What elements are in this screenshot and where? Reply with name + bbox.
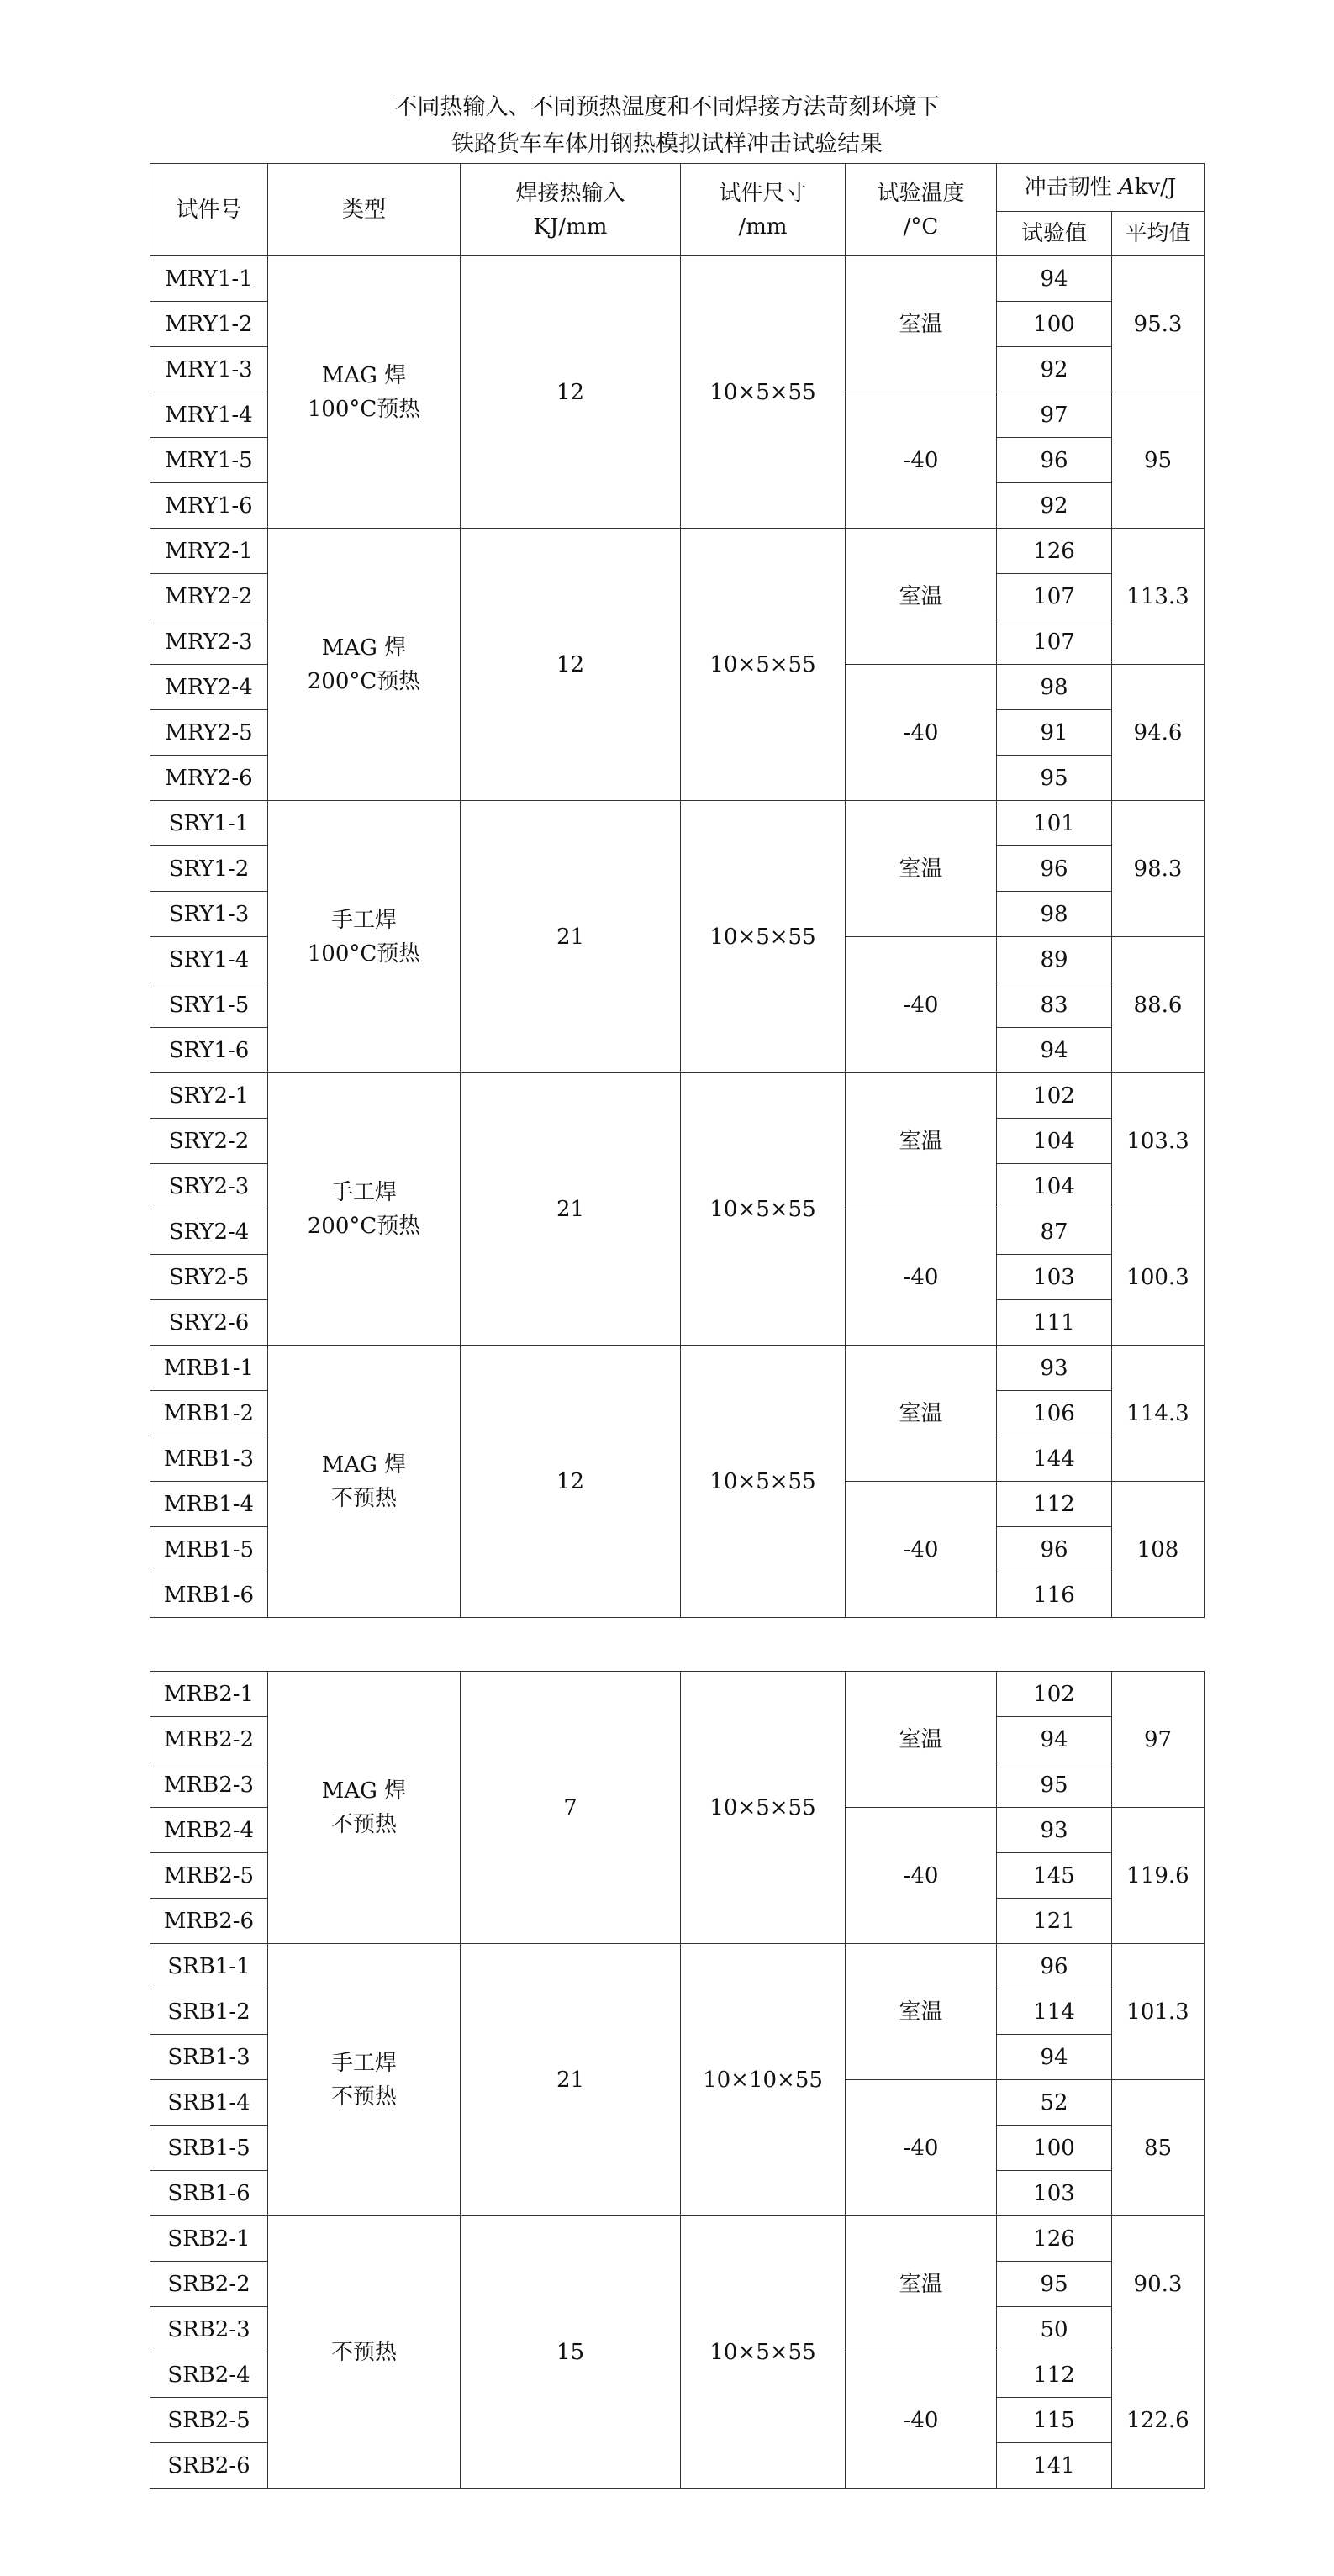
header-average: 平均值 <box>1112 212 1205 256</box>
specimen-id-cell: MRY2-5 <box>150 710 268 756</box>
table-row <box>150 1073 1205 1119</box>
specimen-id-cell: MRY1-5 <box>150 438 268 483</box>
specimen-id-cell: SRY2-5 <box>150 1255 268 1300</box>
heat-input-cell: 15 <box>461 2216 681 2489</box>
average-value-cell: 100.3 <box>1112 1209 1205 1346</box>
test-value-cell: 144 <box>997 1436 1112 1482</box>
specimen-id-cell: MRB2-3 <box>150 1762 268 1808</box>
test-value-cell: 87 <box>997 1209 1112 1255</box>
specimen-id-cell: MRB2-5 <box>150 1853 268 1899</box>
specimen-id-cell: SRY1-6 <box>150 1028 268 1073</box>
header-test-temperature <box>846 164 997 256</box>
document-title-line-1: 不同热输入、不同预热温度和不同焊接方法苛刻环境下 <box>394 94 940 120</box>
test-temperature-cell: 室温 <box>846 1073 997 1209</box>
weld-type-cell <box>268 1672 461 1944</box>
test-value-cell: 95 <box>997 756 1112 801</box>
average-value-cell: 88.6 <box>1112 937 1205 1073</box>
preheat-label: 100°C预热 <box>307 396 421 422</box>
average-value-cell: 97 <box>1112 1672 1205 1808</box>
test-value-cell: 98 <box>997 892 1112 937</box>
weld-type-cell <box>268 1346 461 1618</box>
test-value-cell: 114 <box>997 1989 1112 2035</box>
specimen-id-cell: MRY1-4 <box>150 392 268 438</box>
test-value-cell: 111 <box>997 1300 1112 1346</box>
test-value-cell: 126 <box>997 2216 1112 2262</box>
preheat-label: 200°C预热 <box>307 1213 421 1239</box>
test-value-cell: 102 <box>997 1073 1112 1119</box>
test-temperature-cell: -40 <box>846 937 997 1073</box>
weld-method-label: MAG 焊 <box>321 362 407 388</box>
test-value-cell: 96 <box>997 1944 1112 1989</box>
test-temperature-cell: -40 <box>846 1482 997 1618</box>
weld-method-label: MAG 焊 <box>321 635 407 661</box>
test-value-cell: 94 <box>997 1717 1112 1762</box>
test-value-cell: 97 <box>997 392 1112 438</box>
heat-input-cell: 12 <box>461 529 681 801</box>
test-value-cell: 92 <box>997 347 1112 392</box>
header-temp-unit: /°C <box>903 213 939 240</box>
weld-method-label: MAG 焊 <box>321 1451 407 1478</box>
test-value-cell: 83 <box>997 982 1112 1028</box>
specimen-id-cell: MRY1-6 <box>150 483 268 529</box>
heat-input-cell: 7 <box>461 1672 681 1944</box>
specimen-id-cell: SRY2-2 <box>150 1119 268 1164</box>
specimen-id-cell: SRY1-2 <box>150 846 268 892</box>
preheat-label: 不预热 <box>330 2083 397 2110</box>
test-temperature-cell: -40 <box>846 665 997 801</box>
specimen-id-cell: MRY2-3 <box>150 619 268 665</box>
test-temperature-cell: -40 <box>846 2352 997 2489</box>
specimen-id-cell: MRB1-5 <box>150 1527 268 1572</box>
test-value-cell: 104 <box>997 1164 1112 1209</box>
header-test-value: 试验值 <box>997 212 1112 256</box>
test-value-cell: 92 <box>997 483 1112 529</box>
specimen-id-cell: MRY2-2 <box>150 574 268 619</box>
test-value-cell: 101 <box>997 801 1112 846</box>
specimen-id-cell: MRB2-1 <box>150 1672 268 1717</box>
specimen-id-cell: MRB1-3 <box>150 1436 268 1482</box>
test-value-cell: 96 <box>997 438 1112 483</box>
average-value-cell: 122.6 <box>1112 2352 1205 2489</box>
heat-input-cell: 21 <box>461 1944 681 2216</box>
test-value-cell: 95 <box>997 2262 1112 2307</box>
table-row <box>150 256 1205 302</box>
specimen-id-cell: MRB2-4 <box>150 1808 268 1853</box>
test-temperature-cell: -40 <box>846 1808 997 1944</box>
header-specimen-id: 试件号 <box>150 164 268 256</box>
specimen-id-cell: MRY1-1 <box>150 256 268 302</box>
specimen-id-cell: SRY2-3 <box>150 1164 268 1209</box>
test-value-cell: 107 <box>997 574 1112 619</box>
test-value-cell: 89 <box>997 937 1112 982</box>
specimen-id-cell: MRB1-1 <box>150 1346 268 1391</box>
specimen-id-cell: SRY1-3 <box>150 892 268 937</box>
average-value-cell: 119.6 <box>1112 1808 1205 1944</box>
preheat-label: 不预热 <box>330 1811 397 1837</box>
specimen-id-cell: SRB1-6 <box>150 2171 268 2216</box>
specimen-id-cell: SRB1-5 <box>150 2126 268 2171</box>
test-value-cell: 91 <box>997 710 1112 756</box>
test-value-cell: 52 <box>997 2080 1112 2126</box>
impact-test-table-part-1 <box>150 163 1205 1618</box>
test-value-cell: 100 <box>997 302 1112 347</box>
weld-type-cell <box>268 1073 461 1346</box>
test-value-cell: 102 <box>997 1672 1112 1717</box>
table-row <box>150 1672 1205 1717</box>
average-value-cell: 114.3 <box>1112 1346 1205 1482</box>
weld-method-label: MAG 焊 <box>321 1778 407 1804</box>
average-value-cell: 113.3 <box>1112 529 1205 665</box>
test-value-cell: 93 <box>997 1808 1112 1853</box>
test-value-cell: 141 <box>997 2443 1112 2489</box>
test-temperature-cell: -40 <box>846 1209 997 1346</box>
test-value-cell: 100 <box>997 2126 1112 2171</box>
test-value-cell: 95 <box>997 1762 1112 1808</box>
test-value-cell: 94 <box>997 2035 1112 2080</box>
specimen-id-cell: SRY1-4 <box>150 937 268 982</box>
test-value-cell: 50 <box>997 2307 1112 2352</box>
weld-type-cell <box>268 256 461 529</box>
test-temperature-cell: 室温 <box>846 256 997 392</box>
specimen-id-cell: SRB2-1 <box>150 2216 268 2262</box>
header-temp-label: 试验温度 <box>877 180 965 206</box>
weld-method-label: 手工焊 <box>330 907 397 933</box>
specimen-id-cell: SRY1-1 <box>150 801 268 846</box>
test-value-cell: 94 <box>997 256 1112 302</box>
header-heat-input <box>461 164 681 256</box>
test-value-cell: 121 <box>997 1899 1112 1944</box>
specimen-id-cell: SRY2-1 <box>150 1073 268 1119</box>
test-temperature-cell: 室温 <box>846 1672 997 1808</box>
specimen-id-cell: SRB1-3 <box>150 2035 268 2080</box>
average-value-cell: 103.3 <box>1112 1073 1205 1209</box>
specimen-id-cell: SRB2-4 <box>150 2352 268 2398</box>
test-value-cell: 94 <box>997 1028 1112 1073</box>
specimen-id-cell: SRY2-4 <box>150 1209 268 1255</box>
specimen-id-cell: SRY2-6 <box>150 1300 268 1346</box>
impact-test-table-part-2 <box>150 1671 1205 2489</box>
average-value-cell: 95.3 <box>1112 256 1205 392</box>
table-row <box>150 1346 1205 1391</box>
header-size-unit: /mm <box>738 213 788 240</box>
heat-input-cell: 12 <box>461 256 681 529</box>
header-specimen-size <box>681 164 846 256</box>
specimen-id-cell: SRB1-2 <box>150 1989 268 2035</box>
weld-type-cell <box>268 801 461 1073</box>
table-row <box>150 2216 1205 2262</box>
table-body-part-1 <box>150 256 1205 1618</box>
test-value-cell: 145 <box>997 1853 1112 1899</box>
specimen-id-cell: SRB2-2 <box>150 2262 268 2307</box>
document-title-line-2: 铁路货车车体用钢热模拟试样冲击试验结果 <box>451 131 883 157</box>
test-temperature-cell: -40 <box>846 2080 997 2216</box>
average-value-cell: 108 <box>1112 1482 1205 1618</box>
average-value-cell: 94.6 <box>1112 665 1205 801</box>
test-value-cell: 93 <box>997 1346 1112 1391</box>
test-value-cell: 106 <box>997 1391 1112 1436</box>
specimen-size-cell: 10×5×55 <box>681 1672 846 1944</box>
table-row <box>150 529 1205 574</box>
header-heat-input-unit: KJ/mm <box>533 213 608 240</box>
specimen-id-cell: MRB2-6 <box>150 1899 268 1944</box>
heat-input-cell: 12 <box>461 1346 681 1618</box>
weld-type-cell <box>268 2216 461 2489</box>
test-value-cell: 126 <box>997 529 1112 574</box>
test-value-cell: 112 <box>997 2352 1112 2398</box>
preheat-label: 200°C预热 <box>307 668 421 694</box>
test-value-cell: 115 <box>997 2398 1112 2443</box>
test-value-cell: 96 <box>997 1527 1112 1572</box>
specimen-size-cell: 10×5×55 <box>681 801 846 1073</box>
specimen-size-cell: 10×5×55 <box>681 1073 846 1346</box>
specimen-id-cell: MRY2-1 <box>150 529 268 574</box>
header-toughness-symbol: A <box>1118 175 1135 200</box>
specimen-size-cell: 10×5×55 <box>681 529 846 801</box>
weld-method-label: 手工焊 <box>330 2050 397 2076</box>
test-value-cell: 98 <box>997 665 1112 710</box>
specimen-id-cell: SRB2-5 <box>150 2398 268 2443</box>
heat-input-cell: 21 <box>461 1073 681 1346</box>
weld-method-label: 不预热 <box>330 2339 397 2365</box>
specimen-id-cell: SRB2-3 <box>150 2307 268 2352</box>
average-value-cell: 101.3 <box>1112 1944 1205 2080</box>
specimen-id-cell: SRB2-6 <box>150 2443 268 2489</box>
test-temperature-cell: 室温 <box>846 1346 997 1482</box>
specimen-id-cell: MRB2-2 <box>150 1717 268 1762</box>
test-value-cell: 103 <box>997 1255 1112 1300</box>
specimen-id-cell: MRY1-2 <box>150 302 268 347</box>
specimen-id-cell: MRB1-2 <box>150 1391 268 1436</box>
weld-type-cell <box>268 1944 461 2216</box>
table-body-part-2 <box>150 1672 1205 2489</box>
average-value-cell: 95 <box>1112 392 1205 529</box>
test-value-cell: 103 <box>997 2171 1112 2216</box>
specimen-id-cell: MRY2-6 <box>150 756 268 801</box>
specimen-id-cell: SRB1-1 <box>150 1944 268 1989</box>
header-impact-toughness <box>997 164 1205 212</box>
specimen-size-cell: 10×10×55 <box>681 1944 846 2216</box>
test-value-cell: 96 <box>997 846 1112 892</box>
test-value-cell: 112 <box>997 1482 1112 1527</box>
table-row <box>150 801 1205 846</box>
preheat-label: 100°C预热 <box>307 940 421 967</box>
test-temperature-cell: 室温 <box>846 529 997 665</box>
weld-method-label: 手工焊 <box>330 1179 397 1205</box>
test-value-cell: 104 <box>997 1119 1112 1164</box>
test-value-cell: 107 <box>997 619 1112 665</box>
average-value-cell: 85 <box>1112 2080 1205 2216</box>
weld-type-cell <box>268 529 461 801</box>
header-toughness-suffix: kv/J <box>1134 175 1177 200</box>
heat-input-cell: 21 <box>461 801 681 1073</box>
test-temperature-cell: -40 <box>846 392 997 529</box>
test-temperature-cell: 室温 <box>846 1944 997 2080</box>
specimen-id-cell: SRY1-5 <box>150 982 268 1028</box>
table-row <box>150 1944 1205 1989</box>
specimen-id-cell: MRB1-4 <box>150 1482 268 1527</box>
specimen-id-cell: SRB1-4 <box>150 2080 268 2126</box>
header-size-label: 试件尺寸 <box>719 180 807 206</box>
specimen-id-cell: MRB1-6 <box>150 1572 268 1618</box>
test-temperature-cell: 室温 <box>846 2216 997 2352</box>
specimen-size-cell: 10×5×55 <box>681 1346 846 1618</box>
header-type: 类型 <box>268 164 461 256</box>
specimen-id-cell: MRY2-4 <box>150 665 268 710</box>
average-value-cell: 90.3 <box>1112 2216 1205 2352</box>
preheat-label: 不预热 <box>330 1485 397 1511</box>
specimen-size-cell: 10×5×55 <box>681 2216 846 2489</box>
specimen-id-cell: MRY1-3 <box>150 347 268 392</box>
average-value-cell: 98.3 <box>1112 801 1205 937</box>
header-heat-input-label: 焊接热输入 <box>515 180 625 206</box>
test-value-cell: 116 <box>997 1572 1112 1618</box>
specimen-size-cell: 10×5×55 <box>681 256 846 529</box>
test-temperature-cell: 室温 <box>846 801 997 937</box>
header-toughness-prefix: 冲击韧性 <box>1024 175 1119 200</box>
